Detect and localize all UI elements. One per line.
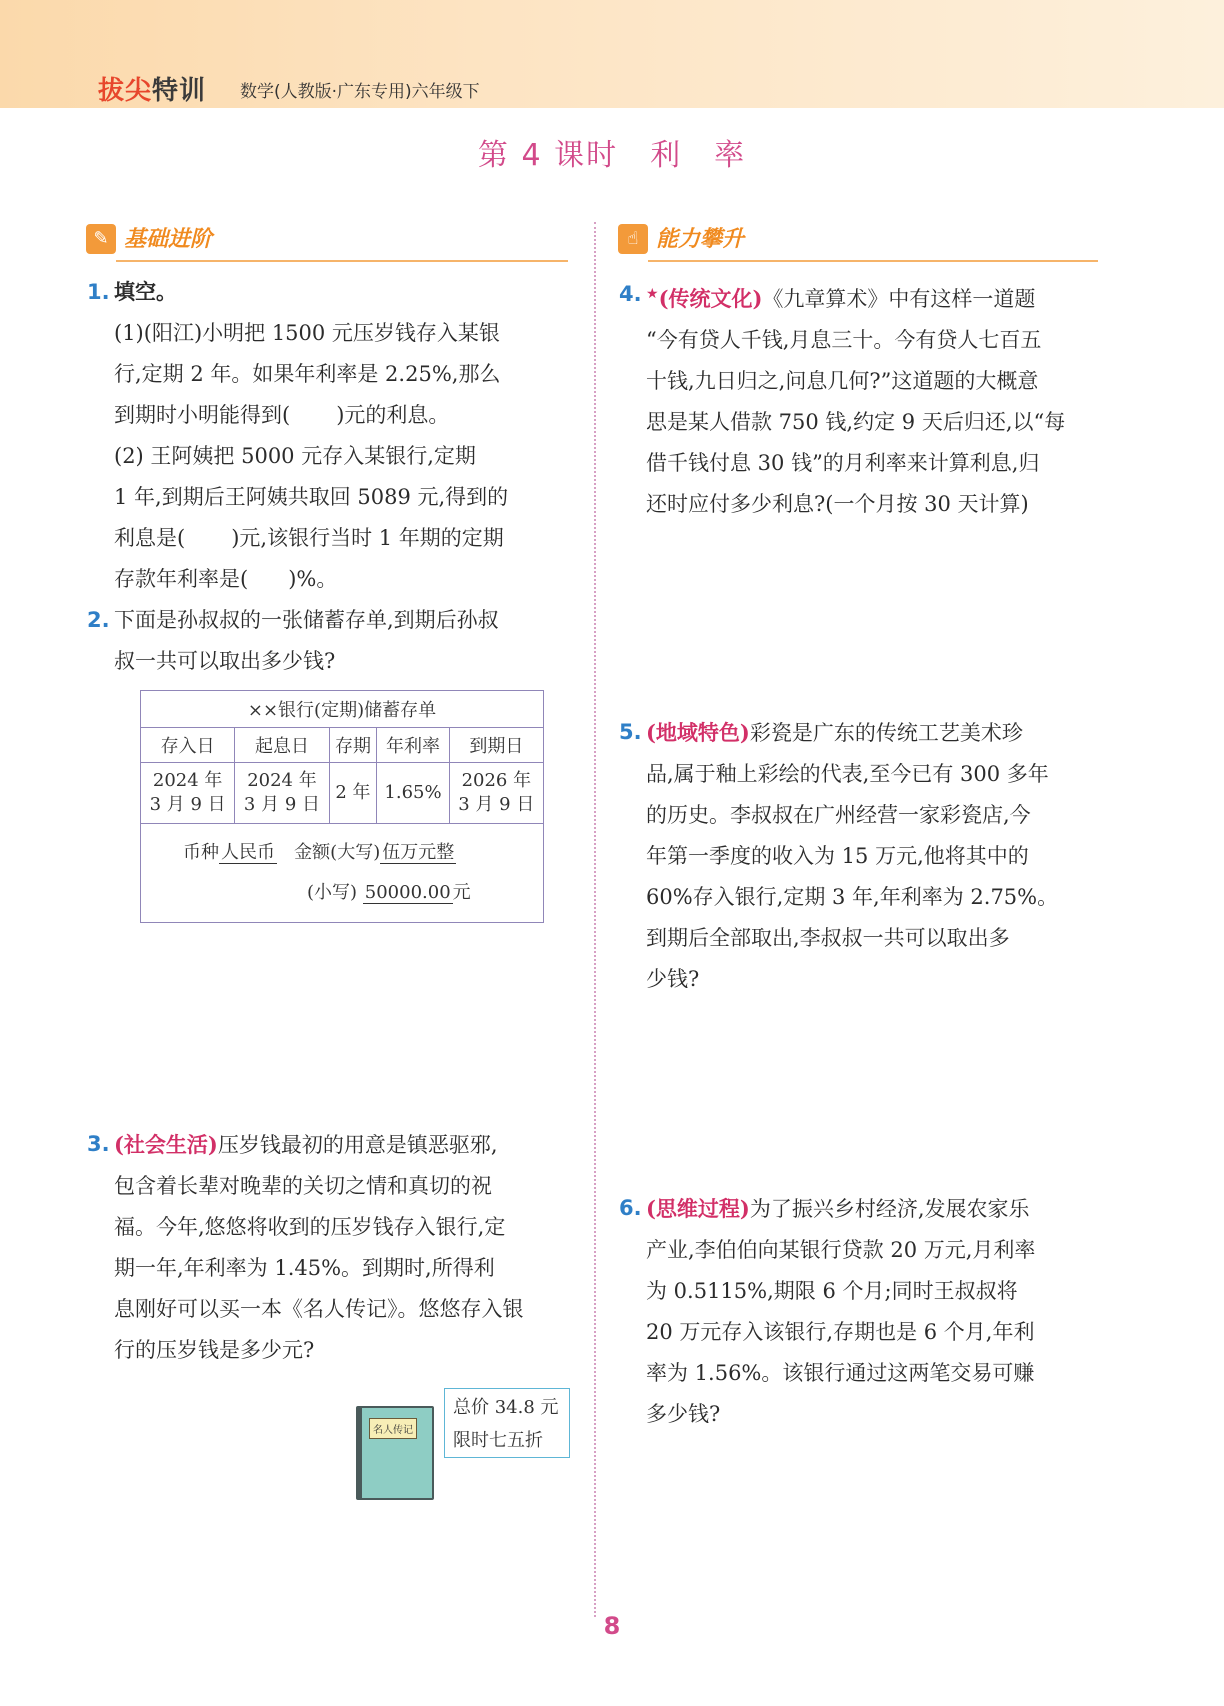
table-header: 存入日 <box>141 728 235 763</box>
question-2 <box>87 600 574 682</box>
question-3: 3. (社会生活)压岁钱最初的用意是镇恶驱邪, 包含着长辈对晚辈的关切之情和真切的祝 福。今年,悠悠将收到的压岁钱存入银行,定 期一年,年利率为 1.45%。到期时,所得利 息刚好可以买一本《名人传记》。悠悠存入银 行的压岁钱是多少元? <box>114 1124 574 1371</box>
question-number: 5. <box>619 720 642 744</box>
star-icon: ★ <box>646 286 659 302</box>
table-header: 到期日 <box>449 728 543 763</box>
question-2-line2: 叔一共可以取出多少钱? <box>114 649 336 673</box>
climber-icon: ☝ <box>618 224 648 254</box>
book-icon <box>356 1406 434 1500</box>
section-ability-label: 能力攀升 <box>656 227 745 252</box>
table-header: 起息日 <box>235 728 329 763</box>
lesson-title: 第 4 课时 利 率 <box>477 138 747 173</box>
question-1 <box>87 272 574 600</box>
section-basic-label: 基础进阶 <box>124 227 213 252</box>
q1-sub2-line3: 利息是( )元,该银行当时 1 年期的定期 <box>114 526 504 550</box>
topic-tag: (地域特色) <box>646 720 750 745</box>
question-6: 6. (思维过程)为了振兴乡村经济,发展农家乐 产业,李伯伯向某银行贷款 20 万元,月利率 为 0.5115%,期限 6 个月;同时王叔叔将 20 万元存入该银行,存期也是 6 个月,年利 率为 1.56%。该银行通过这两笔交易可赚 多少钱? <box>646 1188 1116 1435</box>
runner-icon: ✎ <box>86 224 116 254</box>
table-header: 年利率 <box>377 728 449 763</box>
question-number: 3. <box>87 1132 110 1156</box>
section-basic <box>86 222 568 262</box>
table-header: 存期 <box>329 728 377 763</box>
table-cell: 1.65% <box>377 763 449 824</box>
column-divider <box>594 222 596 1617</box>
q1-sub1-line2: 行,定期 2 年。如果年利率是 2.25%,那么 <box>114 362 501 386</box>
question-5: 5. (地域特色)彩瓷是广东的传统工艺美术珍 品,属于釉上彩绘的代表,至今已有 300 多年 的历史。李叔叔在广州经营一家彩瓷店,今 年第一季度的收入为 15 万元,他将其中的 60%存入银行,定期 3 年,年利率为 2.75%。 到期后全部取出,李叔叔一共可以取出多 少钱? <box>646 712 1116 1000</box>
header-band <box>0 0 1224 108</box>
deposit-slip-title: ××银行(定期)储蓄存单 <box>141 691 544 728</box>
topic-tag: (传统文化) <box>658 286 763 311</box>
question-2-line1: 下面是孙叔叔的一张储蓄存单,到期后孙叔 <box>114 608 499 632</box>
q1-sub2-line1: (2) 王阿姨把 5000 元存入某银行,定期 <box>114 444 476 468</box>
question-number: 6. <box>619 1196 642 1220</box>
section-rule <box>116 260 568 262</box>
topic-tag: (社会生活) <box>114 1132 218 1157</box>
question-number: 2. <box>87 608 110 632</box>
table-cell: 2 年 <box>329 763 377 824</box>
question-4: 4. ★(传统文化)《九章算术》中有这样一道题 “今有贷人千钱,月息三十。今有贷人七百五 十钱,九日归之,问息几何?”这道题的大概意 思是某人借款 750 钱,约定 9 天后归还,以“每 借千钱付息 30 钱”的月利率来计算利息,归 还时应付多少利息?(一个月按 30 天计算) <box>646 274 1116 525</box>
deposit-slip <box>140 690 544 923</box>
question-1-title: 填空。 <box>114 280 177 304</box>
deposit-amount: 币种 人民币 金额(大写) 伍万元整 (小写) 50000.00 元 <box>141 824 544 923</box>
book-info: 数学(人教版·广东专用)六年级下 <box>240 82 480 102</box>
book-cover-title: 名人传记 <box>369 1418 417 1439</box>
price-tag: 总价 34.8 元 限时七五折 <box>444 1388 570 1458</box>
question-number: 1. <box>87 280 110 304</box>
q1-sub2-line4: 存款年利率是( )%。 <box>114 567 338 591</box>
brand-logo: 拔尖特训 <box>98 76 207 106</box>
q1-sub1-line3: 到期时小明能得到( )元的利息。 <box>114 403 450 427</box>
section-rule <box>648 260 1098 262</box>
topic-tag: (思维过程) <box>646 1196 750 1221</box>
table-cell: 2026 年 3 月 9 日 <box>449 763 543 824</box>
question-number: 4. <box>619 282 642 306</box>
q1-sub1-line1: (1)(阳江)小明把 1500 元压岁钱存入某银 <box>114 321 500 345</box>
q1-sub2-line2: 1 年,到期后王阿姨共取回 5089 元,得到的 <box>114 485 509 509</box>
section-ability <box>618 222 1098 262</box>
table-cell: 2024 年 3 月 9 日 <box>235 763 329 824</box>
table-cell: 2024 年 3 月 9 日 <box>141 763 235 824</box>
page-number: 8 <box>603 1612 621 1640</box>
